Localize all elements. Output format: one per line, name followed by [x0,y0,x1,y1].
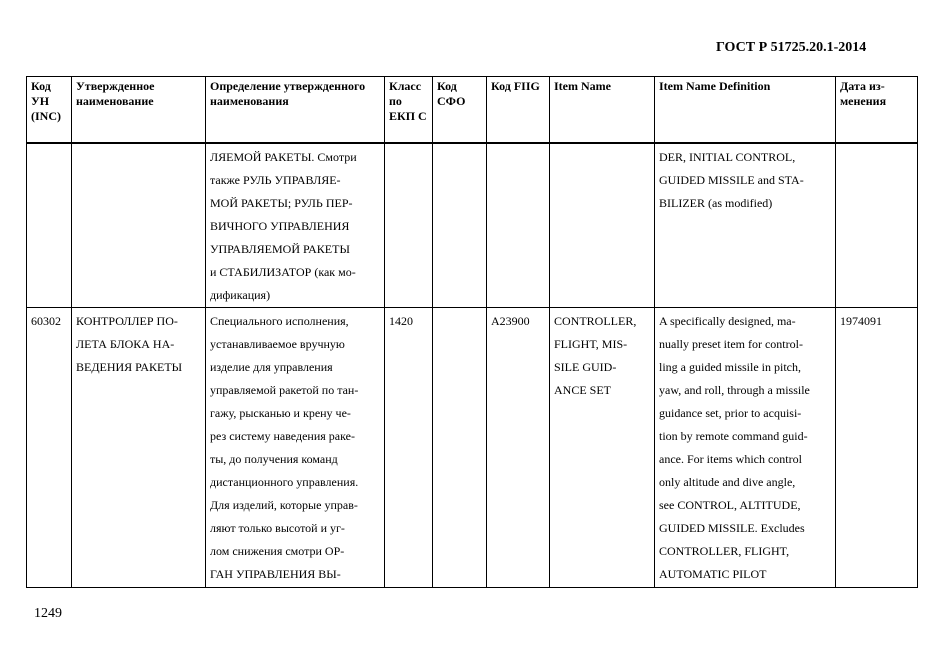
text-line: SILE GUID- [554,360,617,374]
text-line: и СТАБИЛИЗАТОР (как мо- [210,265,356,279]
cell-fiig: A23900 [487,308,550,588]
cell-definition-en [655,308,836,588]
col-header-inc: Код УН (INC) [27,77,72,144]
text-line: ВЕДЕНИЯ РАКЕТЫ [76,360,183,374]
cell-class [385,143,433,308]
col-header-class: Класс по ЕКП С [385,77,433,144]
text-line: ling a guided missile in pitch, [659,360,801,374]
cell-inc [27,143,72,308]
text-line: дификация) [210,288,271,302]
text-line: ВИЧНОГО УПРАВЛЕНИЯ [210,219,350,233]
text-line: BILIZER (as modified) [659,196,773,210]
text-line: see CONTROL, ALTITUDE, [659,498,801,512]
text-line: ляют только высотой и уг- [210,521,345,535]
text-line: дистанционного управления. [210,475,359,489]
table-row [27,308,918,588]
text-line: лом снижения смотри ОР- [210,544,345,558]
text-line: Для изделий, которые управ- [210,498,358,512]
col-header-name-ru: Утвержденное наименование [72,77,206,144]
text-line: КОНТРОЛЛЕР ПО- [76,314,178,328]
col-header-item-name: Item Name [550,77,655,144]
text-line: МОЙ РАКЕТЫ; РУЛЬ ПЕР- [210,196,353,210]
text-line: GUIDED MISSILE. Excludes [659,521,805,535]
text-line: tion by remote command guid- [659,429,808,443]
text-line: рез систему наведения раке- [210,429,355,443]
cell-inc: 60302 [27,308,72,588]
cell-class: 1420 [385,308,433,588]
text-line: GUIDED MISSILE and STA- [659,173,804,187]
text-line: DER, INITIAL CONTROL, [659,150,796,164]
text-line: ты, до получения команд [210,452,338,466]
cell-sfo [433,308,487,588]
table-row [27,143,918,308]
text-line: управляемой ракетой по тан- [210,383,359,397]
col-header-definition-ru: Определение утвержденного наименования [206,77,385,144]
text-line: гажу, рысканью и крену че- [210,406,351,420]
cell-sfo [433,143,487,308]
text-line: yaw, and roll, through a missile [659,383,810,397]
cell-definition-ru [206,143,385,308]
text-line: Специального исполнения, [210,314,349,328]
cell-definition-en [655,143,836,308]
catalog-table [26,76,918,588]
col-header-date: Дата из-менения [836,77,918,144]
page-number: 1249 [34,606,62,621]
text-line: guidance set, prior to acquisi- [659,406,802,420]
cell-fiig [487,143,550,308]
col-header-definition-en: Item Name Definition [655,77,836,144]
col-header-sfo: Код СФО [433,77,487,144]
text-line: ГАН УПРАВЛЕНИЯ ВЫ- [210,567,341,581]
cell-date [836,143,918,308]
text-line: only altitude and dive angle, [659,475,796,489]
text-line: изделие для управления [210,360,333,374]
text-line: ance. For items which control [659,452,802,466]
text-line: также РУЛЬ УПРАВЛЯЕ- [210,173,341,187]
text-line: CONTROLLER, [554,314,637,328]
cell-item-name [550,308,655,588]
header-row [27,77,918,144]
cell-name-ru [72,143,206,308]
text-line: ЛЯЕМОЙ РАКЕТЫ. Смотри [210,150,357,164]
text-line: УПРАВЛЯЕМОЙ РАКЕТЫ [210,242,350,256]
text-line: FLIGHT, MIS- [554,337,628,351]
cell-name-ru [72,308,206,588]
cell-item-name [550,143,655,308]
text-line: nually preset item for control- [659,337,803,351]
cell-definition-ru [206,308,385,588]
text-line: устанавливаемое вручную [210,337,345,351]
cell-date: 1974091 [836,308,918,588]
text-line: ЛЕТА БЛОКА НА- [76,337,175,351]
text-line: AUTOMATIC PILOT [659,567,767,581]
standard-code: ГОСТ Р 51725.20.1-2014 [716,40,867,55]
text-line: ANCE SET [554,383,611,397]
text-line: A specifically designed, ma- [659,314,796,328]
col-header-fiig: Код FIIG [487,77,550,144]
text-line: CONTROLLER, FLIGHT, [659,544,790,558]
